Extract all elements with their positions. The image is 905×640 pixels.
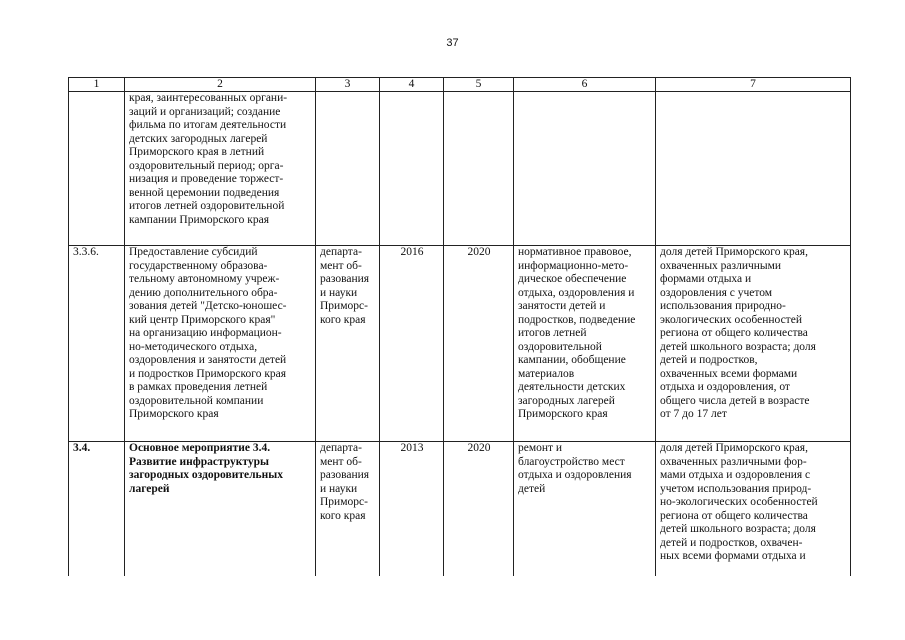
row-description: края, заинтересованных органи- заций и организаций; создание фильма по итогам деятельности детских загородных лагерей Приморского края в летний оздоровительный период; орга- низация и проведение торжест- венной церемонии подведения итогов летней оздоровительной кампании Приморского края xyxy=(125,92,316,246)
row-description: Предоставление субсидий государственному образова- тельному автономному учреж- дению дополнительного обра- зования детей "Детско-юношес- кий центр Приморского края" на организацию информацион- но-методического отдыха, оздоровления и занятости детей и подростков Приморского края в рамках проведения летней оздоровительной компании Приморского края xyxy=(125,246,316,442)
row-indicator xyxy=(656,92,851,246)
row-executor: департа- мент об- разования и науки Приморс- кого края xyxy=(316,246,380,442)
column-header-2: 2 xyxy=(125,78,316,92)
row-start-year: 2013 xyxy=(380,442,444,576)
column-header-3: 3 xyxy=(316,78,380,92)
column-header-5: 5 xyxy=(444,78,514,92)
row-executor: департа- мент об- разования и науки Приморс- кого края xyxy=(316,442,380,576)
column-header-1: 1 xyxy=(69,78,125,92)
program-table xyxy=(68,77,851,576)
column-header-7: 7 xyxy=(656,78,851,92)
column-header-4: 4 xyxy=(380,78,444,92)
row-indicator: доля детей Приморского края, охваченных различными фор- мами отдыха и оздоровления с учетом использования природ- но-экологических особенностей региона от общего количества детей школьного возраста; доля детей и подростков, охвачен- ных всеми формами отдыха и xyxy=(656,442,851,576)
row-end-year: 2020 xyxy=(444,246,514,442)
row-indicator: доля детей Приморского края, охваченных различными формами отдыха и оздоровления с учетом использования природно- экологических особенностей региона от общего количества детей школьного возраста; доля детей и подростков, охваченных всеми формами отдыха и оздоровления, от общего числа детей в возрасте от 7 до 17 лет xyxy=(656,246,851,442)
row-result: нормативное правовое, информационно-мето- дическое обеспечение отдыха, оздоровления и занятости детей и подростков, подведение итогов летней оздоровительной кампании, обобщение материалов деятельности детских загородных лагерей Приморского края xyxy=(514,246,656,442)
table-header-row xyxy=(69,78,851,92)
row-end-year: 2020 xyxy=(444,442,514,576)
page-number: 37 xyxy=(446,37,459,49)
row-result: ремонт и благоустройство мест отдыха и оздоровления детей xyxy=(514,442,656,576)
table-row xyxy=(69,246,851,442)
row-start-year xyxy=(380,92,444,246)
row-start-year: 2016 xyxy=(380,246,444,442)
table-row xyxy=(69,92,851,246)
table-row xyxy=(69,442,851,576)
row-description: Основное мероприятие 3.4. Развитие инфраструктуры загородных оздоровительных лагерей xyxy=(125,442,316,576)
row-code: 3.3.6. xyxy=(69,246,125,442)
row-end-year xyxy=(444,92,514,246)
row-code: 3.4. xyxy=(69,442,125,576)
row-executor xyxy=(316,92,380,246)
column-header-6: 6 xyxy=(514,78,656,92)
row-result xyxy=(514,92,656,246)
row-code xyxy=(69,92,125,246)
